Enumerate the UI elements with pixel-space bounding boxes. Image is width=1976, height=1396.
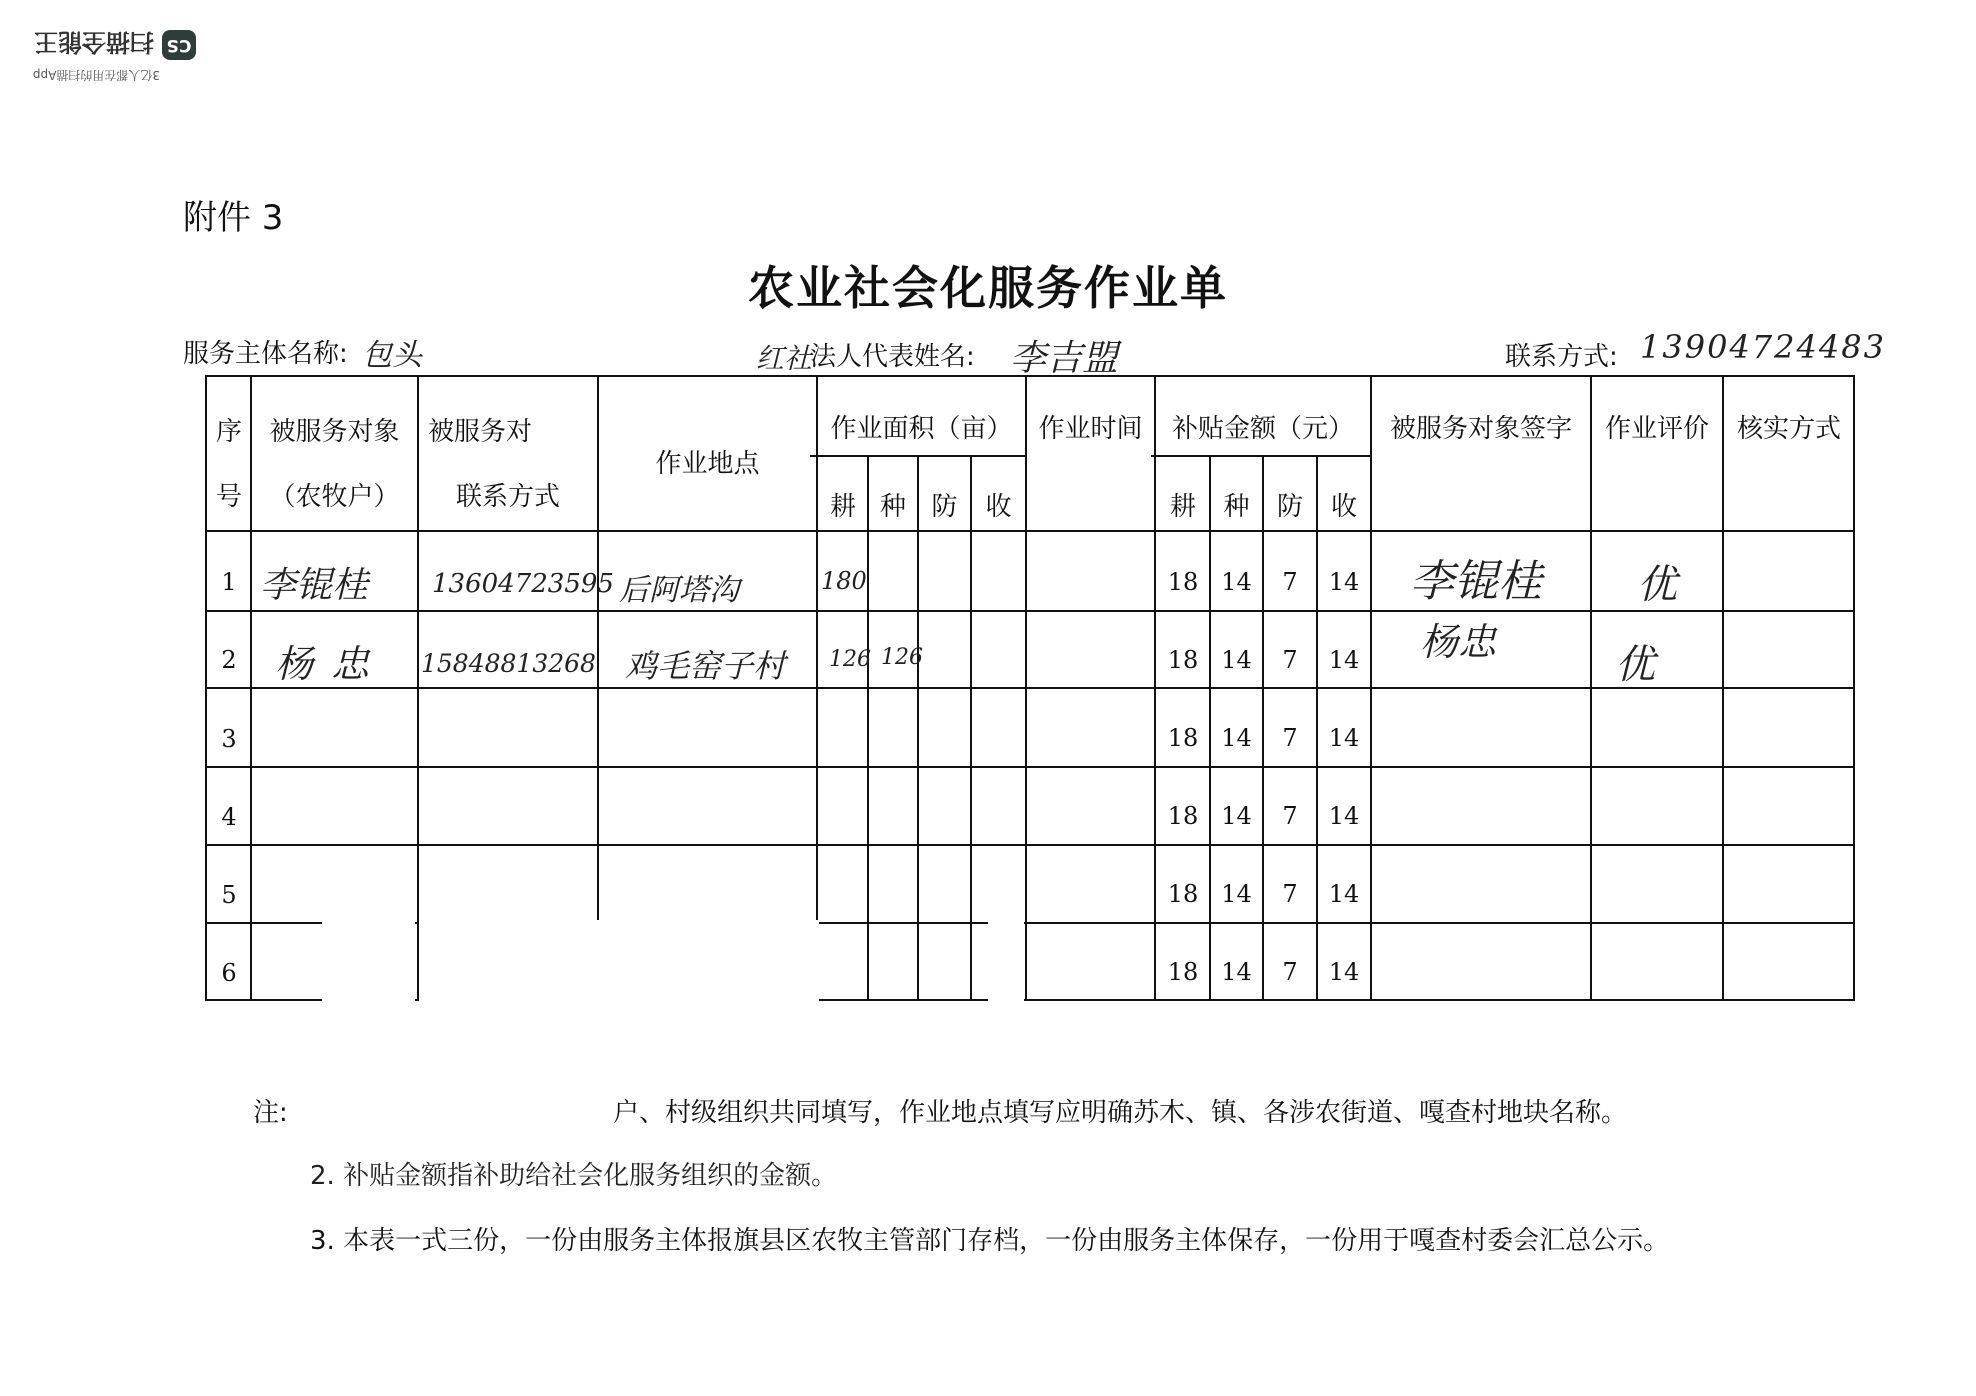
row-1-subsidy-protect: 7 [1282,568,1298,596]
erased-patch [419,920,819,1005]
row-1-phone: 13604723595 [432,569,614,599]
subheader-subsidy-plow: 耕 [1169,492,1196,522]
row-2-seq: 2 [221,646,237,674]
header-contact-1: 被服务对 [428,417,533,447]
legal-rep-label: 法人代表姓名: [810,342,975,372]
provider-value: 包头 [362,338,422,373]
notes-label: 注: [253,1098,288,1128]
provider-value-tail: 红社 [756,342,813,375]
note-line-3: 3. 本表一式三份，一份由服务主体报旗县区农牧主管部门存档，一份由服务主体保存，一份用于嘎查村委会汇总公示。 [310,1226,1670,1256]
row-4-subsidy-harvest: 14 [1328,802,1360,830]
header-verify: 核实方式 [1736,414,1841,444]
watermark-app-name: 扫描全能王 [34,28,154,56]
row-2-subsidy-harvest: 14 [1328,646,1360,674]
header-evaluation: 作业评价 [1604,414,1709,444]
row-2-area-plow: 126 [829,647,871,672]
legal-rep-value: 李吉盟 [1010,338,1119,379]
note-line-1: 户、村级组织共同填写，作业地点填写应明确苏木、镇、各涉农街道、嘎查村地块名称。 [613,1098,1628,1128]
row-2-area-sow: 126 [881,645,923,670]
row-6-subsidy-harvest: 14 [1328,958,1360,986]
contact-label: 联系方式: [1505,342,1618,372]
row-1-client: 李锟桂 [260,565,369,606]
row-1-seq: 1 [221,568,237,596]
row-2-client: 杨忠 [275,642,388,686]
row-5-subsidy-harvest: 14 [1328,880,1360,908]
row-3-subsidy-plow: 18 [1167,724,1199,752]
row-2-evaluation: 优 [1615,642,1655,688]
note-line-2: 2. 补贴金额指补助给社会化服务组织的金额。 [310,1161,838,1191]
subheader-area-sow: 种 [879,492,906,522]
row-1-location: 后阿塔沟 [619,573,739,608]
row-2-signature: 杨忠 [1420,620,1497,664]
subheader-subsidy-protect: 防 [1276,492,1303,522]
header-seq-1: 序 [215,417,242,447]
row-4-subsidy-sow: 14 [1221,802,1252,830]
row-6-seq: 6 [221,959,237,987]
watermark-tagline: 3亿人都在用的扫描App [32,68,160,82]
subheader-subsidy-sow: 种 [1223,492,1250,522]
row-6-subsidy-protect: 7 [1282,958,1298,986]
subheader-area-plow: 耕 [829,492,856,522]
erased-patch [988,865,1024,1005]
row-1-subsidy-plow: 18 [1167,568,1199,596]
attachment-label: 附件 3 [183,198,284,238]
header-client-2: （农牧户） [269,482,400,512]
row-5-seq: 5 [221,881,237,909]
row-1-subsidy-harvest: 14 [1328,568,1360,596]
row-1-area-plow: 180 [821,567,867,595]
header-client-1: 被服务对象 [269,417,400,447]
subheader-subsidy-harvest: 收 [1330,492,1357,522]
header-subsidy: 补贴金额（元） [1171,414,1354,444]
scanner-watermark [30,18,200,88]
row-2-subsidy-protect: 7 [1282,646,1298,674]
row-3-subsidy-harvest: 14 [1328,724,1360,752]
header-signature: 被服务对象签字 [1389,414,1572,444]
row-2-subsidy-plow: 18 [1167,646,1199,674]
form-title: 农业社会化服务作业单 [748,261,1228,315]
row-2-phone: 15848813268 [421,649,596,678]
row-2-location: 鸡毛窑子村 [625,647,786,685]
row-3-seq: 3 [221,725,237,753]
row-5-subsidy-plow: 18 [1167,880,1199,908]
row-1-evaluation: 优 [1637,562,1677,608]
row-4-seq: 4 [221,803,237,831]
cs-logo-icon: CS [162,30,196,60]
header-area: 作业面积（亩） [830,414,1013,444]
row-5-subsidy-protect: 7 [1282,880,1298,908]
row-5-subsidy-sow: 14 [1221,880,1252,908]
contact-value: 13904724483 [1640,328,1886,366]
subheader-area-harvest: 收 [985,492,1012,522]
service-form-table [205,375,1855,1001]
header-contact-2: 联系方式 [455,482,560,512]
row-6-subsidy-plow: 18 [1167,958,1199,986]
table-grid [205,375,1855,1001]
header-seq-2: 号 [215,482,242,512]
header-time: 作业时间 [1038,414,1143,444]
row-1-subsidy-sow: 14 [1221,568,1252,596]
row-6-subsidy-sow: 14 [1221,958,1252,986]
row-4-subsidy-plow: 18 [1167,802,1199,830]
row-1-signature: 李锟桂 [1410,556,1542,607]
row-2-subsidy-sow: 14 [1221,646,1252,674]
erased-patch [322,905,415,1005]
subheader-area-protect: 防 [931,492,958,522]
row-4-subsidy-protect: 7 [1282,802,1298,830]
row-3-subsidy-protect: 7 [1282,724,1298,752]
provider-label: 服务主体名称: [183,339,348,369]
header-location: 作业地点 [655,449,760,479]
row-3-subsidy-sow: 14 [1221,724,1252,752]
